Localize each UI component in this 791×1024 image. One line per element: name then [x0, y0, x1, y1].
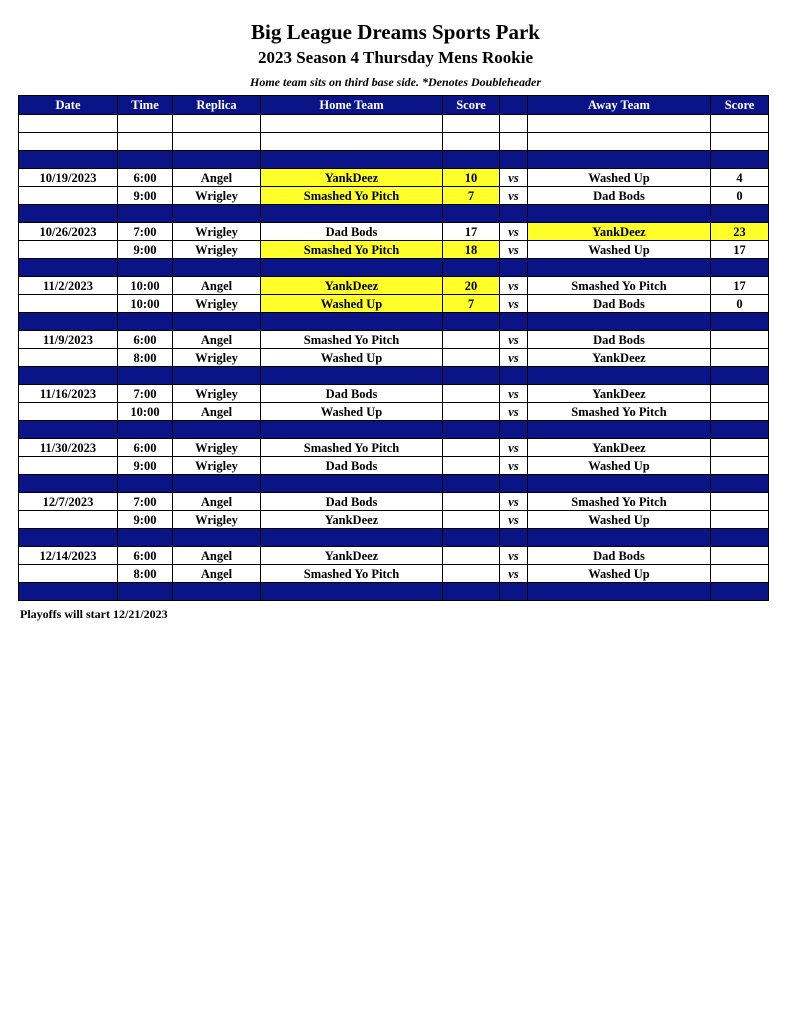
page-subtitle: 2023 Season 4 Thursday Mens Rookie	[257, 48, 534, 67]
home-score	[443, 349, 500, 367]
away-score: 17	[711, 241, 769, 259]
game-date	[19, 565, 118, 583]
week-separator-row	[19, 583, 769, 601]
game-row	[19, 403, 769, 421]
home-score	[443, 547, 500, 565]
game-date: 10/19/2023	[19, 169, 118, 187]
home-score	[443, 403, 500, 421]
week-separator-row	[19, 313, 769, 331]
game-date	[19, 403, 118, 421]
vs-label: vs	[500, 331, 528, 349]
home-score	[443, 457, 500, 475]
header-row	[19, 96, 769, 115]
game-time: 7:00	[118, 385, 173, 403]
game-row	[19, 511, 769, 529]
game-date: 12/14/2023	[19, 547, 118, 565]
game-time: 10:00	[118, 277, 173, 295]
blank-row	[19, 115, 769, 133]
week-separator-row	[19, 151, 769, 169]
col-header-time: Time	[118, 96, 173, 115]
game-date: 11/9/2023	[19, 331, 118, 349]
game-replica: Wrigley	[173, 241, 261, 259]
game-time: 9:00	[118, 241, 173, 259]
col-header-date: Date	[19, 96, 118, 115]
week-separator-row	[19, 205, 769, 223]
away-team: Washed Up	[528, 565, 711, 583]
vs-label: vs	[500, 349, 528, 367]
game-replica: Angel	[173, 403, 261, 421]
game-date: 11/2/2023	[19, 277, 118, 295]
game-replica: Wrigley	[173, 457, 261, 475]
home-score	[443, 385, 500, 403]
away-team: Dad Bods	[528, 187, 711, 205]
col-header-away-team: Away Team	[528, 96, 711, 115]
away-score: 17	[711, 277, 769, 295]
home-team: YankDeez	[261, 169, 443, 187]
home-score: 7	[443, 187, 500, 205]
home-score	[443, 331, 500, 349]
game-row	[19, 187, 769, 205]
game-time: 7:00	[118, 493, 173, 511]
away-team: Dad Bods	[528, 331, 711, 349]
vs-label: vs	[500, 223, 528, 241]
game-row	[19, 457, 769, 475]
vs-label: vs	[500, 547, 528, 565]
home-score	[443, 493, 500, 511]
home-team: Smashed Yo Pitch	[261, 331, 443, 349]
away-team: Dad Bods	[528, 295, 711, 313]
home-team: Dad Bods	[261, 385, 443, 403]
vs-label: vs	[500, 511, 528, 529]
game-date	[19, 295, 118, 313]
game-row	[19, 169, 769, 187]
away-score	[711, 565, 769, 583]
vs-label: vs	[500, 403, 528, 421]
away-team: Smashed Yo Pitch	[528, 493, 711, 511]
col-header-home-team: Home Team	[261, 96, 443, 115]
away-score	[711, 493, 769, 511]
game-date: 11/16/2023	[19, 385, 118, 403]
away-score	[711, 403, 769, 421]
home-team: Smashed Yo Pitch	[261, 241, 443, 259]
schedule-table	[18, 95, 769, 601]
game-row	[19, 565, 769, 583]
week-separator-row	[19, 367, 769, 385]
game-date: 11/30/2023	[19, 439, 118, 457]
week-separator-row	[19, 259, 769, 277]
game-time: 7:00	[118, 223, 173, 241]
home-score	[443, 511, 500, 529]
home-team: Washed Up	[261, 295, 443, 313]
home-score	[443, 439, 500, 457]
away-score	[711, 331, 769, 349]
game-replica: Wrigley	[173, 439, 261, 457]
away-score	[711, 439, 769, 457]
home-team: YankDeez	[261, 547, 443, 565]
home-team: Smashed Yo Pitch	[261, 187, 443, 205]
col-header-vs	[500, 96, 528, 115]
home-score: 18	[443, 241, 500, 259]
game-row	[19, 493, 769, 511]
game-date: 12/7/2023	[19, 493, 118, 511]
away-team: Washed Up	[528, 169, 711, 187]
game-time: 6:00	[118, 439, 173, 457]
game-date	[19, 511, 118, 529]
game-row	[19, 331, 769, 349]
vs-label: vs	[500, 493, 528, 511]
game-row	[19, 223, 769, 241]
playoffs-note: Playoffs will start 12/21/2023	[20, 607, 168, 621]
game-row	[19, 547, 769, 565]
game-time: 10:00	[118, 403, 173, 421]
game-time: 9:00	[118, 187, 173, 205]
away-score	[711, 457, 769, 475]
game-replica: Angel	[173, 493, 261, 511]
away-score	[711, 349, 769, 367]
home-team: Dad Bods	[261, 493, 443, 511]
game-replica: Wrigley	[173, 511, 261, 529]
home-score: 17	[443, 223, 500, 241]
home-team: YankDeez	[261, 511, 443, 529]
home-score: 7	[443, 295, 500, 313]
vs-label: vs	[500, 169, 528, 187]
game-time: 6:00	[118, 331, 173, 349]
col-header-away-score: Score	[711, 96, 769, 115]
game-replica: Wrigley	[173, 385, 261, 403]
game-time: 6:00	[118, 547, 173, 565]
game-replica: Angel	[173, 277, 261, 295]
vs-label: vs	[500, 385, 528, 403]
away-team: Washed Up	[528, 457, 711, 475]
game-replica: Wrigley	[173, 295, 261, 313]
col-header-replica: Replica	[173, 96, 261, 115]
game-replica: Wrigley	[173, 187, 261, 205]
away-score: 0	[711, 187, 769, 205]
home-team: Dad Bods	[261, 457, 443, 475]
game-row	[19, 439, 769, 457]
home-score: 20	[443, 277, 500, 295]
away-score: 0	[711, 295, 769, 313]
away-team: Smashed Yo Pitch	[528, 403, 711, 421]
week-separator-row	[19, 475, 769, 493]
away-team: Washed Up	[528, 241, 711, 259]
home-team: Washed Up	[261, 349, 443, 367]
game-time: 8:00	[118, 349, 173, 367]
vs-label: vs	[500, 277, 528, 295]
game-replica: Wrigley	[173, 349, 261, 367]
home-team: Smashed Yo Pitch	[261, 439, 443, 457]
game-replica: Angel	[173, 331, 261, 349]
away-team: YankDeez	[528, 223, 711, 241]
game-date: 10/26/2023	[19, 223, 118, 241]
home-score: 10	[443, 169, 500, 187]
home-team: YankDeez	[261, 277, 443, 295]
away-team: YankDeez	[528, 385, 711, 403]
game-row	[19, 277, 769, 295]
away-team: Washed Up	[528, 511, 711, 529]
week-separator-row	[19, 421, 769, 439]
blank-row	[19, 133, 769, 151]
home-team: Washed Up	[261, 403, 443, 421]
vs-label: vs	[500, 439, 528, 457]
game-replica: Wrigley	[173, 223, 261, 241]
game-date	[19, 349, 118, 367]
game-replica: Angel	[173, 547, 261, 565]
game-replica: Angel	[173, 565, 261, 583]
game-time: 8:00	[118, 565, 173, 583]
game-row	[19, 385, 769, 403]
game-row	[19, 295, 769, 313]
schedule-note: Home team sits on third base side. *Denotes Doubleheader	[250, 75, 541, 89]
away-team: YankDeez	[528, 349, 711, 367]
away-team: YankDeez	[528, 439, 711, 457]
game-date	[19, 241, 118, 259]
game-time: 9:00	[118, 457, 173, 475]
game-date	[19, 457, 118, 475]
away-team: Dad Bods	[528, 547, 711, 565]
schedule-body	[19, 115, 769, 601]
game-time: 9:00	[118, 511, 173, 529]
vs-label: vs	[500, 295, 528, 313]
away-score: 4	[711, 169, 769, 187]
game-date	[19, 187, 118, 205]
vs-label: vs	[500, 187, 528, 205]
game-replica: Angel	[173, 169, 261, 187]
away-score: 23	[711, 223, 769, 241]
home-team: Dad Bods	[261, 223, 443, 241]
game-time: 10:00	[118, 295, 173, 313]
away-score	[711, 385, 769, 403]
game-row	[19, 349, 769, 367]
away-team: Smashed Yo Pitch	[528, 277, 711, 295]
home-team: Smashed Yo Pitch	[261, 565, 443, 583]
week-separator-row	[19, 529, 769, 547]
away-score	[711, 511, 769, 529]
home-score	[443, 565, 500, 583]
vs-label: vs	[500, 565, 528, 583]
vs-label: vs	[500, 457, 528, 475]
vs-label: vs	[500, 241, 528, 259]
page-title: Big League Dreams Sports Park	[251, 20, 540, 44]
game-row	[19, 241, 769, 259]
col-header-home-score: Score	[443, 96, 500, 115]
away-score	[711, 547, 769, 565]
game-time: 6:00	[118, 169, 173, 187]
